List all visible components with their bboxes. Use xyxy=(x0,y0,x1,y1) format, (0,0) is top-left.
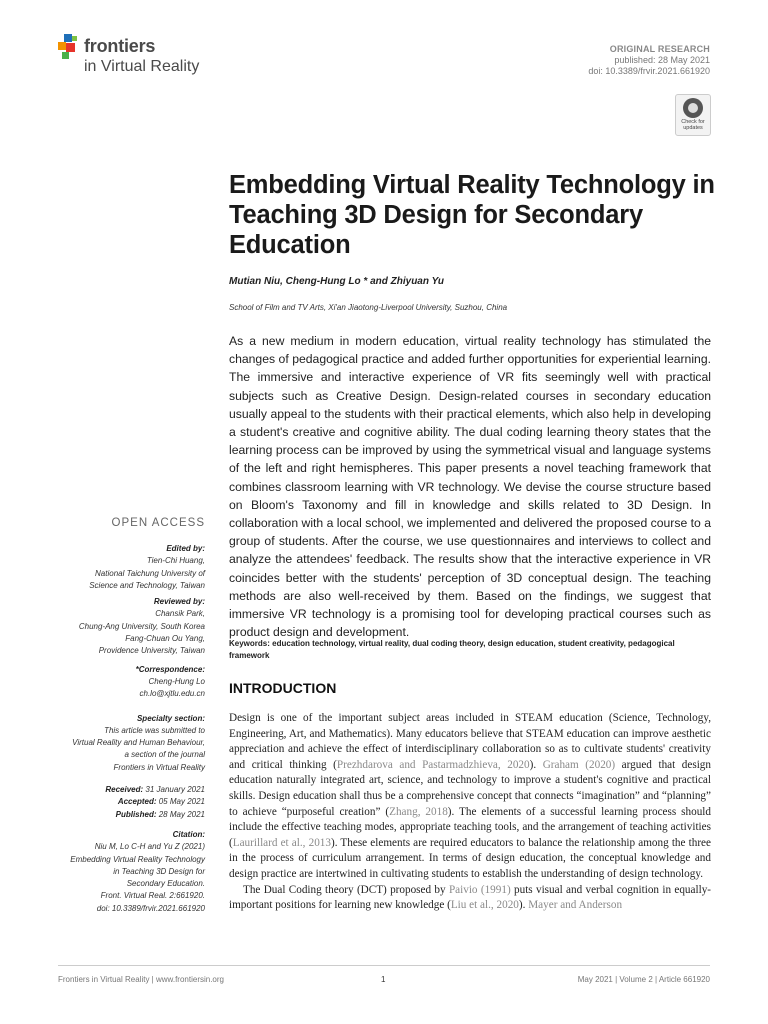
paragraph: Design is one of the important subject areas included in STEAM education (Science, Technology, Engineering, Art, and Mathematics). Many educators believe that STEAM education can improve aesthetic appreciation and achieve the effect of interdisciplinary collaboration so as to cultivate students' creativity and critical thinking (Prezhdarova and Pastarmadzhieva, 2020). Graham (2020) argued that design education naturally integrated art, science, and technology to improve a student's cognitive and practical skills. Design education shall thus be a comprehensive concept that connects “imagination” and “planning” to achieve “purposeful creation” (Zhang, 2018). The elements of a successful learning process should include the effective teaching modes, appropriate teaching tools, and the arrangement of teaching activities (Laurillard et al., 2013). These elements are required educators to balance the relationship among the three in the process of curriculum arrangement. In terms of design education, the conceptual knowledge and design practice are intertwined in cultivating students to establish the understanding of design technology. xyxy=(229,712,711,880)
specialty-section-label: Specialty section: xyxy=(136,713,205,723)
specialty-text: Virtual Reality and Human Behaviour, xyxy=(72,738,205,748)
reviewer-affiliation: Chung-Ang University, South Korea xyxy=(78,621,205,631)
introduction-body xyxy=(229,711,711,914)
published-date: published: 28 May 2021 xyxy=(614,55,710,65)
citation-link[interactable]: Mayer and Anderson xyxy=(528,899,623,912)
open-access-label: OPEN ACCESS xyxy=(111,517,205,529)
received-date: Received: 31 January 2021 xyxy=(105,785,205,795)
citation-link[interactable]: Prezhdarova and Pastarmadzhieva, 2020 xyxy=(336,758,530,771)
reviewer-affiliation: Providence University, Taiwan xyxy=(98,646,205,656)
frontiers-logo-icon xyxy=(58,34,80,62)
specialty-text: This article was submitted to xyxy=(104,725,205,735)
keywords xyxy=(229,638,711,662)
page-number: 1 xyxy=(381,975,386,984)
check-for-updates-button[interactable] xyxy=(675,94,711,136)
abstract: As a new medium in modern education, virtual reality technology has stimulated the changes of pedagogical practice and added further opportunities for experiential learning. The immersive and interactive experience of VR fits seemingly well with practical subjects such as Creative Design. Design-related courses in secondary education usually appeal to the students with their practical elements, which also help in developing a student's creative and cognitive ability. The dual coding learning theory states that the learning process can be improved by using the symmetrical visual and language systems of the left and right hemispheres. This paper presents a novel teaching framework that combines classroom learning with VR technology. We devise the course structure based on Bloom's Taxonomy and fill in knowledge and skills related to 3D Design. In collaboration with a local school, we implemented and delivered the proposed course to a group of students. After the course, we use questionnaires and interviews to collect and analyze the attendees' feedback. The results show that the interactive experience in VR coincides better with the students' perception of 3D conceptual design. The teaching methods are also well-received by them. Based on the findings, we suggest that immersive VR technology is a promising tool for developing practical courses such as product design and development. xyxy=(229,334,711,640)
citation-link[interactable]: Paivio (1991) xyxy=(448,883,511,896)
specialty-text: Frontiers in Virtual Reality xyxy=(113,762,205,772)
keywords-list: education technology, virtual reality, dual coding theory, design education, student creativity, pedagogical framework xyxy=(229,639,675,660)
citation-link[interactable]: Graham (2020) xyxy=(542,758,616,771)
editor-name: Tien-Chi Huang, xyxy=(146,556,205,566)
corresponding-email[interactable]: ch.lo@xjtlu.edu.cn xyxy=(139,689,205,699)
citation-link[interactable]: Laurillard et al., 2013 xyxy=(232,836,331,849)
reviewed-by-label: Reviewed by: xyxy=(153,597,205,607)
published-date-side: Published: 28 May 2021 xyxy=(115,809,205,819)
paragraph: The Dual Coding theory (DCT) proposed by Paivio (1991) puts visual and verbal cognition in equally-important positions for learning new knowledge (Liu et al., 2020). Mayer and Anderson xyxy=(229,883,712,912)
footer-issue-info: May 2021 | Volume 2 | Article 661920 xyxy=(577,975,710,984)
citation-doi[interactable]: doi: 10.3389/frvir.2021.661920 xyxy=(96,903,205,913)
accepted-date: Accepted: 05 May 2021 xyxy=(117,797,205,807)
editor-affiliation: National Taichung University of xyxy=(95,568,205,578)
journal-name: in Virtual Reality xyxy=(84,58,200,75)
check-updates-icon xyxy=(683,98,703,118)
section-heading-introduction: INTRODUCTION xyxy=(229,680,337,696)
citation-text: Front. Virtual Real. 2:661920. xyxy=(100,891,205,901)
citation-text: Embedding Virtual Reality Technology xyxy=(70,854,205,864)
footer-journal-link[interactable]: Frontiers in Virtual Reality | www.frontiersin.org xyxy=(58,975,224,984)
citation-link[interactable]: Liu et al., 2020 xyxy=(450,899,519,912)
edited-by-label: Edited by: xyxy=(166,544,205,553)
specialty-text: a section of the journal xyxy=(124,750,205,760)
journal-logo[interactable] xyxy=(58,34,228,84)
editor-affiliation: Science and Technology, Taiwan xyxy=(89,580,205,590)
article-title: Embedding Virtual Reality Technology in Teaching 3D Design for Secondary Education xyxy=(229,171,715,259)
reviewer-name: Fang-Chuan Ou Yang, xyxy=(125,634,205,644)
footer-divider xyxy=(58,965,710,966)
article-type: ORIGINAL RESEARCH xyxy=(609,44,710,54)
reviewer-name: Chansik Park, xyxy=(155,609,205,619)
corresponding-author: Cheng-Hung Lo xyxy=(148,676,205,686)
check-updates-label: Check for updates xyxy=(681,119,705,131)
sidebar-info xyxy=(5,543,205,915)
citation-label: Citation: xyxy=(172,829,205,839)
citation-text: Niu M, Lo C-H and Yu Z (2021) xyxy=(94,842,205,852)
article-doi[interactable]: doi: 10.3389/frvir.2021.661920 xyxy=(588,66,710,76)
correspondence-label: *Correspondence: xyxy=(135,664,205,674)
article-meta xyxy=(588,44,710,77)
brand-name: frontiers xyxy=(84,36,156,56)
keywords-label: Keywords: xyxy=(229,639,270,648)
citation-text: in Teaching 3D Design for xyxy=(113,866,205,876)
author-list[interactable]: Mutian Niu, Cheng-Hung Lo * and Zhiyuan Yu xyxy=(229,276,444,287)
affiliation: School of Film and TV Arts, Xi'an Jiaotong-Liverpool University, Suzhou, China xyxy=(229,303,508,312)
citation-text: Secondary Education. xyxy=(126,879,205,889)
citation-link[interactable]: Zhang, 2018 xyxy=(389,805,448,818)
